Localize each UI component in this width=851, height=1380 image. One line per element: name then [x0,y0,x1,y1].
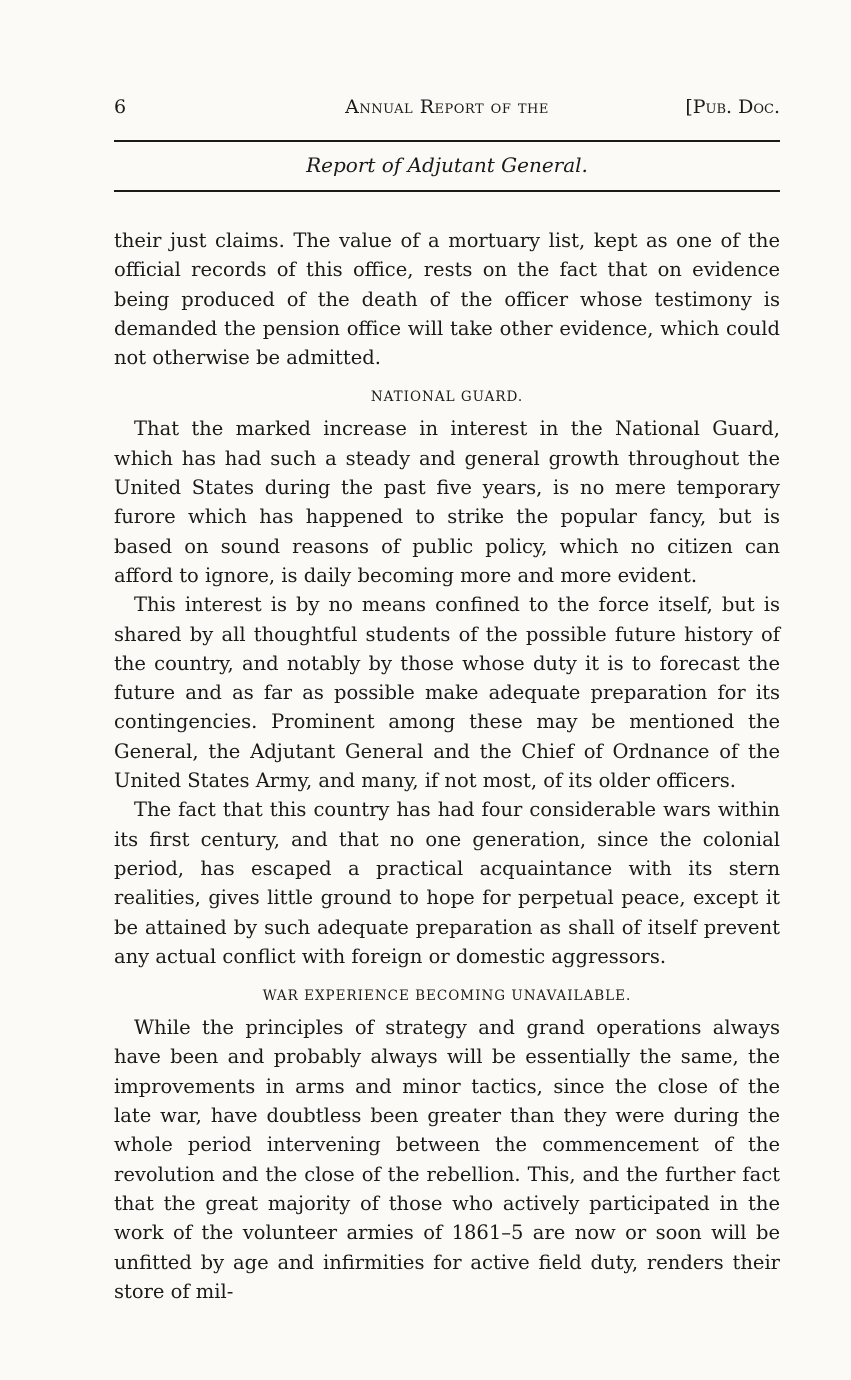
header-rule-bottom [114,190,780,192]
document-page [114,92,780,1306]
paragraph: That the marked increase in interest in the National Guard, which has had such a steady and general growth throughout the United States during the past five years, is no mere temporary furore which has happened to strike the popular fancy, but is based on sound reasons of public policy, which no citizen can afford to ignore, is daily becoming more and more evident. [114,417,780,587]
body-text [114,226,780,1306]
header-rule-top [114,140,780,142]
paragraph: This interest is by no means confined to the force itself, but is shared by all thoughtful students of the possible future history of the country, and notably by those whose duty it is to forecast the future and as far as possible make adequate preparation for its contingencies. Prominent among these may be mentioned the General, the Adjutant General and the Chief of Ordnance of the United States Army, and many, if not most, of its older officers. [114,593,780,793]
running-head-title: Annual Report of the [345,96,549,118]
section-subhead: Report of Adjutant General. [306,153,588,177]
page-number: 6 [114,96,127,118]
section-heading-national-guard: NATIONAL GUARD. [370,389,524,406]
paragraph: While the principles of strategy and grand operations always have been and probably always will be essentially the same, the improvements in arms and minor tactics, since the close of the late war, have doubtless been greater than they were during the whole period intervening between the commencement of the revolution and the close of the rebellion. This, and the further fact that the great majority of those who actively participated in the work of the volunteer armies of 1861–5 are now or soon will be unfitted by age and infirmities for active field duty, renders their store of mil- [114,1016,780,1303]
paragraph: The fact that this country has had four considerable wars within its first century, and that no one generation, since the colonial period, has escaped a practical acquaintance with its stern realities, gives little ground to hope for perpetual peace, except it be attained by such adequate preparation as shall of itself prevent any actual conflict with foreign or domestic aggressors. [114,798,780,968]
section-heading-war-experience: WAR EXPERIENCE BECOMING UNAVAILABLE. [262,988,632,1005]
document-label: [Pub. Doc. [685,96,780,118]
running-head [114,92,780,122]
paragraph: their just claims. The value of a mortuary list, kept as one of the official records of this office, rests on the fact that on evidence being produced of the death of the officer whose testimony is demanded the pension office will take other evidence, which could not otherwise be admitted. [114,229,780,370]
